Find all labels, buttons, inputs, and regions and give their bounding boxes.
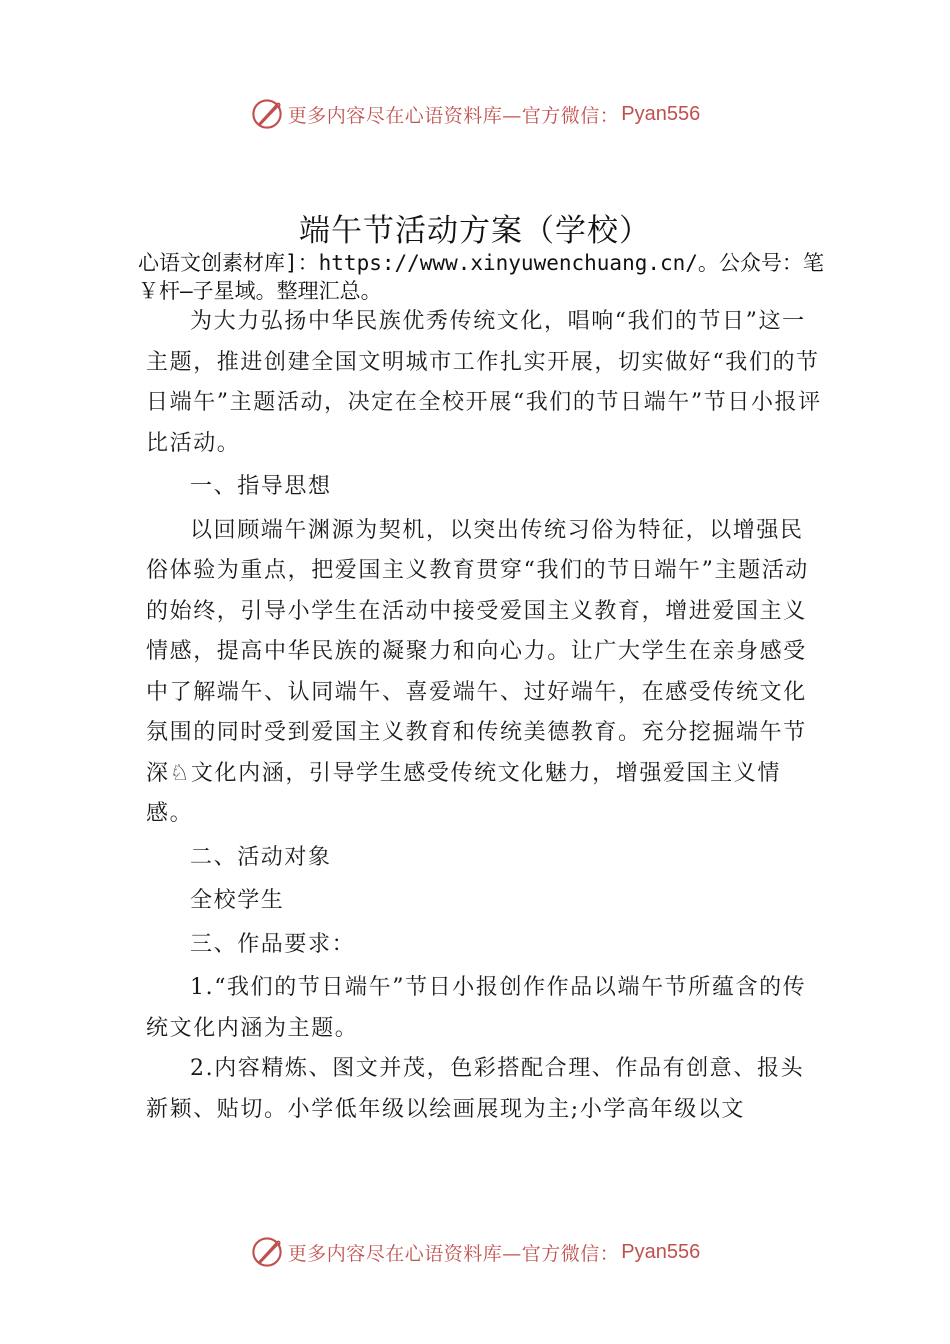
intro-paragraph: 为大力弘扬中华民族优秀传统文化，唱响“我们的节日”这一主题，推进创建全国文明城市工作扎实开展，切实做好“我们的节日端午”主题活动，决定在全校开展“我们的节日端午”节日小报评比活动。: [146, 309, 822, 456]
banner-wechat-id: Pyan556: [621, 1240, 701, 1263]
requirement-item-1: 1.“我们的节日端午”节日小报创作作品以端午节所蕴含的传统文化内涵为主题。: [146, 975, 807, 1041]
section-heading-participants: 二、活动对象: [190, 844, 332, 870]
banner-text: 更多内容尽在心语资料库—官方微信：: [287, 1242, 620, 1265]
section-heading-guiding-ideas: 一、指导思想: [190, 474, 332, 499]
guiding-ideas-paragraph: 以回顾端午渊源为契机，以突出传统习俗为特征，以增强民俗体验为重点，把爱国主义教育贯穿“我们的节日端午”主题活动的始终，引导小学生在活动中接受爱国主义教育，增进爱国主义情感，提高中华民族的凝聚力和向心力。让广大学生在亲身感受中了解端午、认同端午、喜爱端午、过好端午，在感受传统文化氛围的同时受到爱国主义教育和传统美德教育。充分挖掘端午节深♘文化内涵，引导学生感受传统文化魅力，增强爱国主义情感。: [146, 517, 809, 826]
banner-wechat-id: Pyan556: [621, 102, 701, 125]
section-heading-requirements: 三、作品要求：: [190, 931, 356, 957]
footer-banner: [0, 1232, 950, 1272]
document-body: [146, 302, 826, 1130]
banner-text: 更多内容尽在心语资料库—官方微信：: [287, 104, 620, 127]
quill-logo-icon: [250, 97, 284, 131]
participants-text: 全校学生: [190, 888, 285, 913]
document-title: 端午节活动方案（学校）: [299, 213, 651, 249]
source-note: 心语文创素材库]：https://www.xinyuwenchuang.cn/。公众号：笔￥杆—子星域。整理汇总。: [138, 251, 824, 303]
quill-logo-icon: [250, 1235, 284, 1269]
header-banner: [0, 94, 950, 134]
requirement-item-2: 2.内容精炼、图文并茂，色彩搭配合理、作品有创意、报头新颖、贴切。小学低年级以绘画展现为主;小学高年级以文: [146, 1056, 805, 1122]
